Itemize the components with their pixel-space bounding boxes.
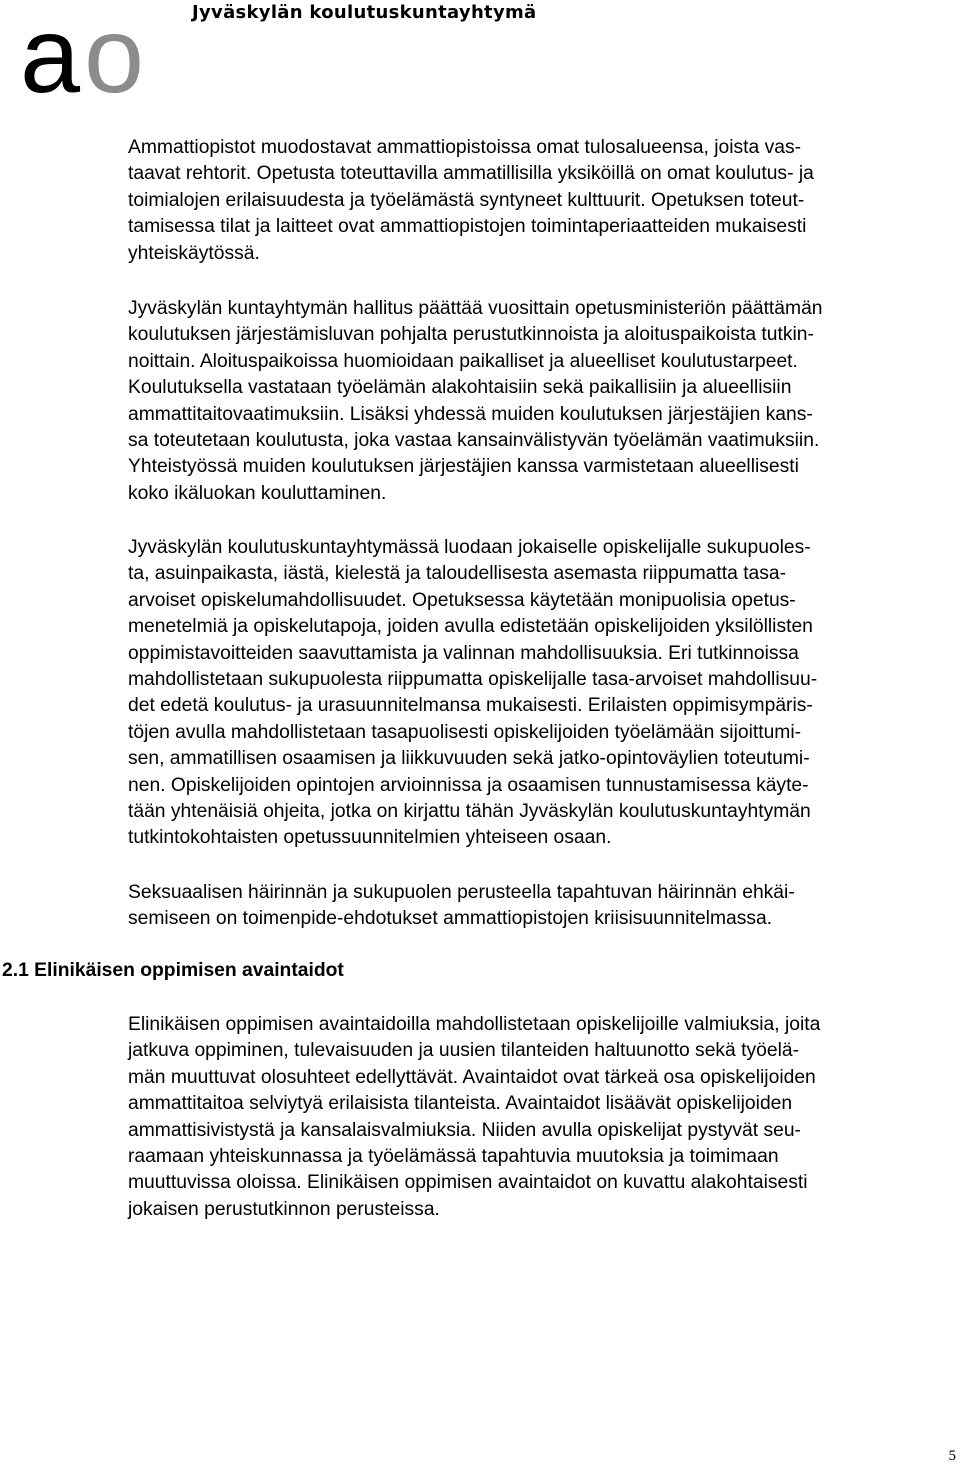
text-line: Jyväskylän koulutuskuntayhtymässä luodaan jokaiselle opiskelijalle sukupuoles-: [128, 537, 811, 558]
text-line: raamaan yhteiskunnassa ja työelämässä tapahtuvia muutoksia ja toimimaan: [128, 1146, 779, 1168]
text-line: yhteiskäytössä.: [128, 242, 260, 264]
paragraph-2: [128, 296, 958, 507]
text-line: toimialojen erilaisuudesta ja työelämästä syntyneet kulttuurit. Opetuksen toteut-: [128, 189, 805, 211]
text-line: ammattitaitoa selviytyä erilaisista tilanteista. Avaintaidot lisäävät opiskelijoiden: [128, 1093, 793, 1115]
paragraph-1: [128, 135, 958, 267]
text-line: ta, asuinpaikasta, iästä, kielestä ja taloudellisesta asemasta riippumatta tasa-: [128, 563, 787, 585]
text-line: Yhteistyössä muiden koulutuksen järjestäjien kanssa varmistetaan alueellisesti: [128, 456, 799, 478]
text-line: män muuttuvat olosuhteet edellyttävät. Avaintaidot ovat tärkeä osa opiskelijoiden: [128, 1066, 816, 1088]
text-line: Ammattiopistot muodostavat ammattiopistoissa omat tulosalueensa, joista vas-: [128, 137, 802, 158]
paragraph-4: [128, 880, 958, 933]
organization-logo: [20, 0, 560, 110]
page-number: 5: [948, 1448, 956, 1464]
text-line: Seksuaalisen häirinnän ja sukupuolen perusteella tapahtuvan häirinnän ehkäi-: [128, 882, 795, 903]
text-line: noittain. Aloituspaikoissa huomioidaan paikalliset ja alueelliset koulutustarpeet.: [128, 350, 798, 372]
svg-text:a: a: [20, 4, 77, 104]
text-line: arvoiset opiskelumahdollisuudet. Opetuksessa käytetään monipuolisia opetus-: [128, 589, 796, 611]
text-line: tutkintokohtaisten opetussuunnitelmien yhteiseen osaan.: [128, 827, 612, 849]
text-line: Koulutuksella vastataan työelämän alakohtaisiin sekä paikallisiin ja alueellisiin: [128, 377, 792, 399]
text-line: Jyväskylän kuntayhtymän hallitus päättää vuosittain opetusministeriön päättämän: [128, 298, 823, 319]
text-line: sa toteutetaan koulutusta, joka vastaa kansainvälistyvän työelämän vaatimuksiin.: [128, 430, 820, 452]
ao-logo-mark: [20, 4, 180, 104]
text-line: mahdollistetaan sukupuolesta riippumatta opiskelijalle tasa-arvoiset mahdollisuu-: [128, 669, 818, 691]
text-line: det edetä koulutus- ja urasuunnitelmansa mukaisesti. Erilaisten oppimisympäris-: [128, 695, 813, 717]
text-line: jokaisen perustutkinnon perusteissa.: [128, 1198, 440, 1220]
text-line: ammattisivistystä ja kansalaisvalmiuksia. Niiden avulla opiskelijat pystyvät seu-: [128, 1119, 801, 1141]
text-line: muuttuvissa oloissa. Elinikäisen oppimisen avaintaidot on kuvattu alakohtaisesti: [128, 1172, 808, 1194]
text-line: ammattitaitovaatimuksiin. Lisäksi yhdessä muiden koulutuksen järjestäjien kans-: [128, 403, 813, 425]
organization-name: Jyväskylän koulutuskuntayhtymä: [192, 2, 537, 23]
text-line: semiseen on toimenpide-ehdotukset ammattiopistojen kriisisuunnitelmassa.: [128, 908, 773, 930]
text-line: tään yhtenäisiä ohjeita, jotka on kirjattu tähän Jyväskylän koulutuskuntayhtymän: [128, 801, 811, 823]
text-line: menetelmiä ja opiskelutapoja, joiden avulla edistetään opiskelijoiden yksilöllisten: [128, 616, 813, 638]
paragraph-5: [128, 1012, 958, 1223]
text-line: sen, ammatillisen osaamisen ja liikkuvuuden sekä jatko-opintoväylien toteutumi-: [128, 748, 810, 770]
text-line: Elinikäisen oppimisen avaintaidoilla mahdollistetaan opiskelijoille valmiuksia, joita: [128, 1014, 821, 1035]
paragraph-3: [128, 535, 958, 852]
text-line: nen. Opiskelijoiden opintojen arvioinnissa ja osaamisen tunnustamisessa käyte-: [128, 774, 809, 796]
text-line: koko ikäluokan kouluttaminen.: [128, 482, 387, 504]
text-line: oppimistavoitteiden saavuttamista ja valinnan mahdollisuuksia. Eri tutkinnoissa: [128, 642, 799, 664]
text-line: tamisessa tilat ja laitteet ovat ammattiopistojen toimintaperiaatteiden mukaisesti: [128, 216, 807, 238]
text-line: taavat rehtorit. Opetusta toteuttavilla ammatillisilla yksiköillä on omat koulutus- ja: [128, 163, 814, 185]
svg-text:o: o: [84, 4, 145, 104]
text-line: koulutuksen järjestämisluvan pohjalta perustutkinnoista ja aloituspaikoista tutkin-: [128, 324, 814, 346]
section-heading: 2.1 Elinikäisen oppimisen avaintaidot: [2, 960, 344, 981]
text-line: töjen avulla mahdollistetaan tasapuolisesti opiskelijoiden työelämään sijoittumi-: [128, 721, 802, 743]
text-line: jatkuva oppiminen, tulevaisuuden ja uusien tilanteiden haltuunotto sekä työelä-: [128, 1040, 800, 1062]
